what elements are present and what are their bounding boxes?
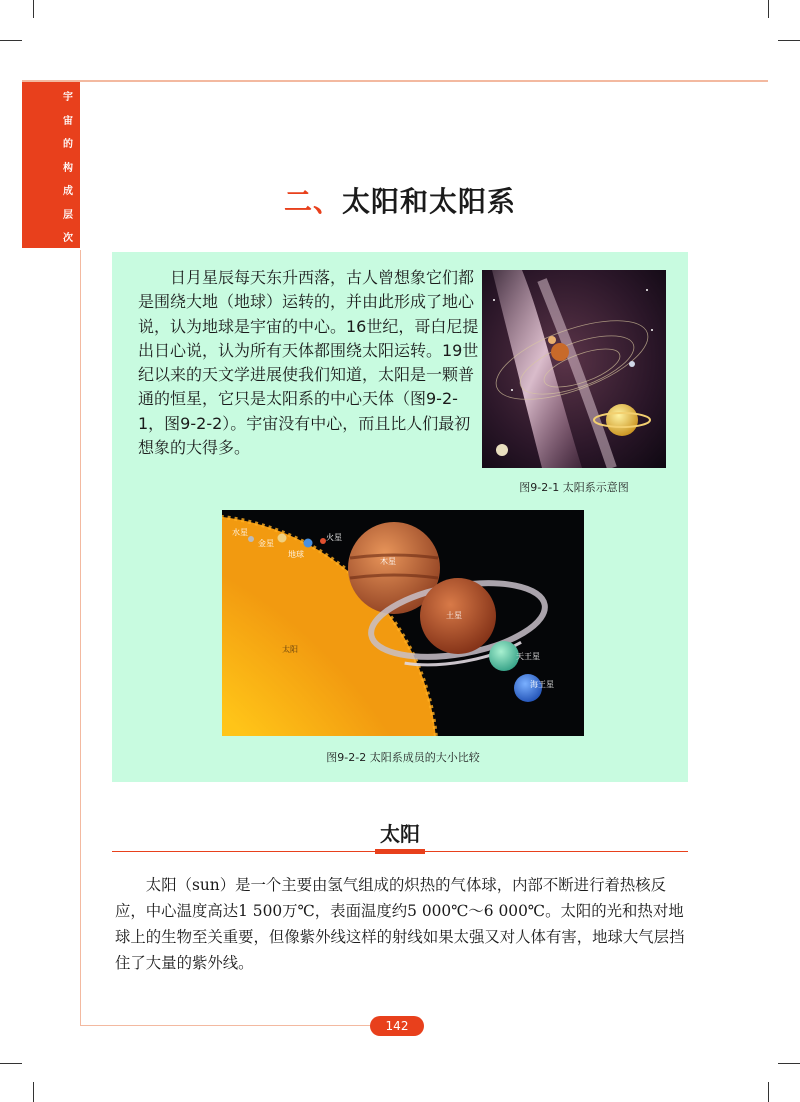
- side-char: 宙: [63, 115, 73, 127]
- label-sun: 太阳: [282, 645, 298, 654]
- crop-mark-top-right-h: [778, 40, 800, 41]
- label-uranus: 天王星: [516, 652, 540, 661]
- section-title-text: 太阳和太阳系: [342, 185, 517, 218]
- label-saturn: 土星: [446, 611, 462, 620]
- side-char: 成: [63, 186, 73, 197]
- side-char: 的: [63, 139, 73, 150]
- page-frame-bottom: [80, 1025, 370, 1026]
- sun-paragraph: 太阳（sun）是一个主要由氢气组成的炽热的气体球，内部不断进行着热核反应，中心温度高达1 500万℃，表面温度约5 000℃～6 000℃。太阳的光和热对地球上的生物至关重要，但像紫外线这样的射线如果太强又对人体有害，地球大气层挡住了大量的紫外线。: [115, 876, 685, 972]
- label-earth: 地球: [288, 550, 304, 559]
- page-number: 142: [370, 1016, 424, 1036]
- side-char: 次: [63, 233, 73, 244]
- page-frame-left: [80, 250, 81, 1025]
- crop-mark-bottom-left-h: [0, 1063, 22, 1064]
- chapter-side-label: [58, 86, 78, 251]
- side-char: 构: [63, 162, 73, 174]
- label-venus: 金星: [258, 539, 274, 548]
- subsection-heading: 太阳: [380, 822, 420, 846]
- intro-paragraph: 日月星辰每天东升西落，古人曾想象它们都是围绕大地（地球）运转的，并由此形成了地心说，认为地球是宇宙的中心。16世纪，哥白尼提出日心说，认为所有天体都围绕太阳运转。19世纪以来的天文学进展使我们知道，太阳是一颗普通的恒星，它只是太阳系的中心天体（图9-2-1，图9-2-2）。宇宙没有中心，而且比人们最初想象的大得多。: [138, 268, 479, 458]
- solar-system-illustration: [482, 270, 666, 468]
- section-title: [0, 180, 800, 220]
- side-char: 层: [63, 209, 73, 221]
- crop-mark-top-left-h: [0, 40, 22, 41]
- page-frame-top: [22, 80, 768, 82]
- crop-mark-bottom-right: [768, 1082, 769, 1102]
- section-number: 二、: [283, 185, 342, 218]
- planet-size-comparison-figure: [222, 510, 584, 736]
- crop-mark-top-right: [768, 0, 769, 18]
- heading-underline-accent: [375, 849, 425, 854]
- figure1-caption: 图9-2-1 太阳系示意图: [519, 481, 629, 494]
- crop-mark-top-left: [33, 0, 34, 18]
- crop-mark-bottom-left: [33, 1082, 34, 1102]
- label-jupiter: 木星: [380, 557, 396, 566]
- label-neptune: 海王星: [530, 680, 554, 689]
- label-mercury: 水星: [232, 528, 248, 537]
- figure2-caption: 图9-2-2 太阳系成员的大小比较: [326, 751, 480, 764]
- crop-mark-bottom-right-h: [778, 1063, 800, 1064]
- label-mars: 火星: [326, 533, 342, 542]
- side-char: 宇: [63, 92, 73, 103]
